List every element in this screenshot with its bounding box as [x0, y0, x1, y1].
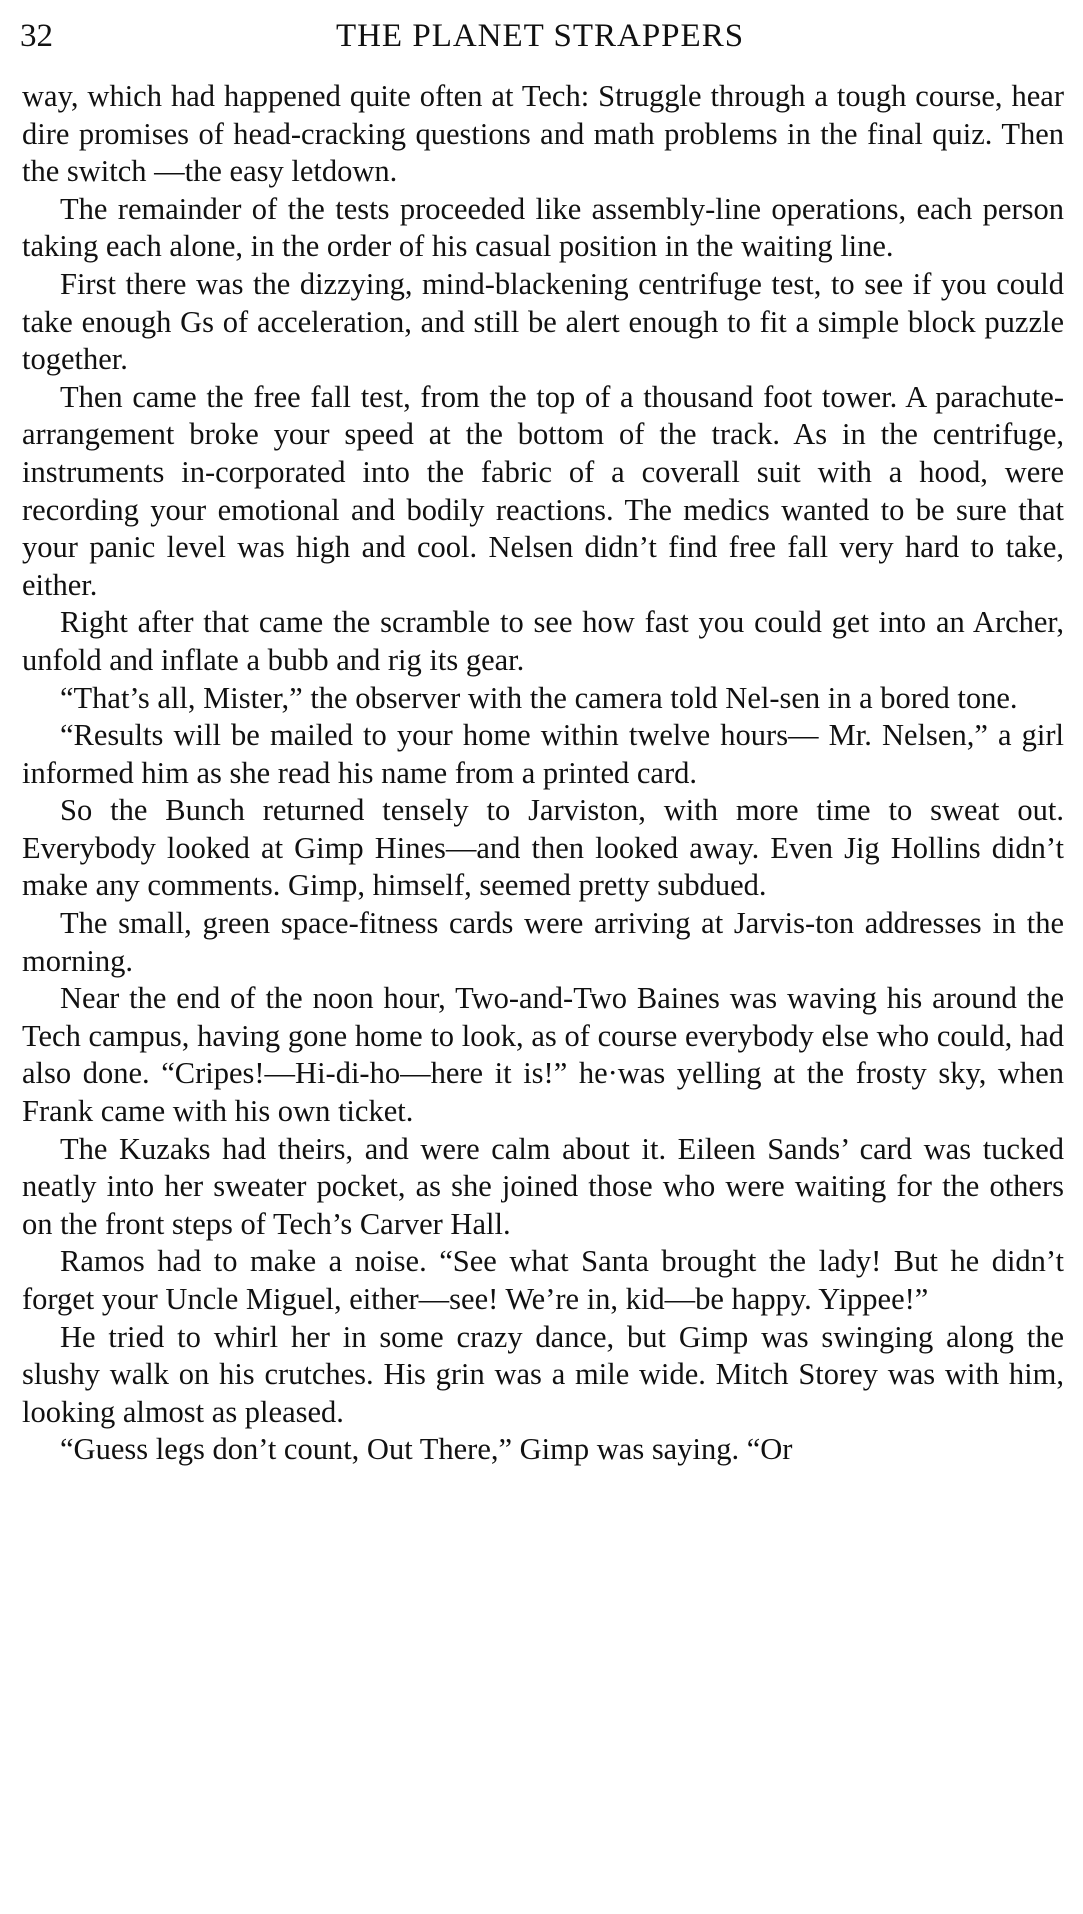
paragraph: The Kuzaks had theirs, and were calm about it. Eileen Sands’ card was tucked neatly into her sweater pocket, as she joined those who were waiting for the others on the front steps of Tech’s Carver Hall.: [22, 1131, 1064, 1241]
running-title: THE PLANET STRAPPERS: [335, 18, 745, 54]
paragraph: Then came the free fall test, from the top of a thousand foot tower. A parachute-arrangement broke your speed at the bottom of the track. As in the centrifuge, instruments in-corporated into the fabric of a coverall suit with a hood, were recording your emotional and bodily reactions. The medics wanted to be sure that your panic level was high and cool. Nelsen didn’t find free fall very hard to take, either.: [22, 379, 1064, 602]
paragraph: Near the end of the noon hour, Two-and-Two Baines was waving his around the Tech campus, having gone home to look, as of course everybody else who could, had also done. “Cripes!—Hi-di-ho—here it is!” he·was yelling at the frosty sky, when Frank came with his own ticket.: [22, 981, 1064, 1129]
paragraph: So the Bunch returned tensely to Jarviston, with more time to sweat out. Everybody looked at Gimp Hines—and then looked away. Even Jig Hollins didn’t make any comments. Gimp, himself, seemed pretty subdued.: [22, 793, 1064, 903]
paragraph: way, which had happened quite often at Tech: Struggle through a tough course, hear dire promises of head-cracking questions and math problems in the final quiz. Then the switch —the easy letdown.: [22, 79, 1064, 189]
paragraph: “Results will be mailed to your home within twelve hours— Mr. Nelsen,” a girl informed him as she read his name from a printed card.: [22, 718, 1064, 790]
paragraph: First there was the dizzying, mind-blackening centrifuge test, to see if you could take enough Gs of acceleration, and still be alert enough to fit a simple block puzzle together.: [22, 266, 1064, 377]
paragraph: Ramos had to make a noise. “See what Santa brought the lady! But he didn’t forget your Uncle Miguel, either—see! We’re in, kid—be happy. Yippee!”: [22, 1244, 1064, 1316]
page-number: 32: [20, 18, 53, 54]
paragraph: He tried to whirl her in some crazy dance, but Gimp was swinging along the slushy walk on his crutches. His grin was a mile wide. Mitch Storey was with him, looking almost as pleased.: [22, 1319, 1064, 1429]
page-header: [20, 14, 1060, 58]
body-text: [22, 78, 1064, 1469]
paragraph: The remainder of the tests proceeded like assembly-line operations, each person taking each alone, in the order of his casual position in the waiting line.: [22, 191, 1064, 264]
paragraph: The small, green space-fitness cards were arriving at Jarvis-ton addresses in the morning.: [22, 906, 1064, 978]
paragraph: “Guess legs don’t count, Out There,” Gimp was saying. “Or: [60, 1432, 793, 1467]
paragraph: Right after that came the scramble to see how fast you could get into an Archer, unfold and inflate a bubb and rig its gear.: [22, 605, 1064, 677]
paragraph: “That’s all, Mister,” the observer with the camera told Nel-sen in a bored tone.: [60, 680, 1018, 715]
